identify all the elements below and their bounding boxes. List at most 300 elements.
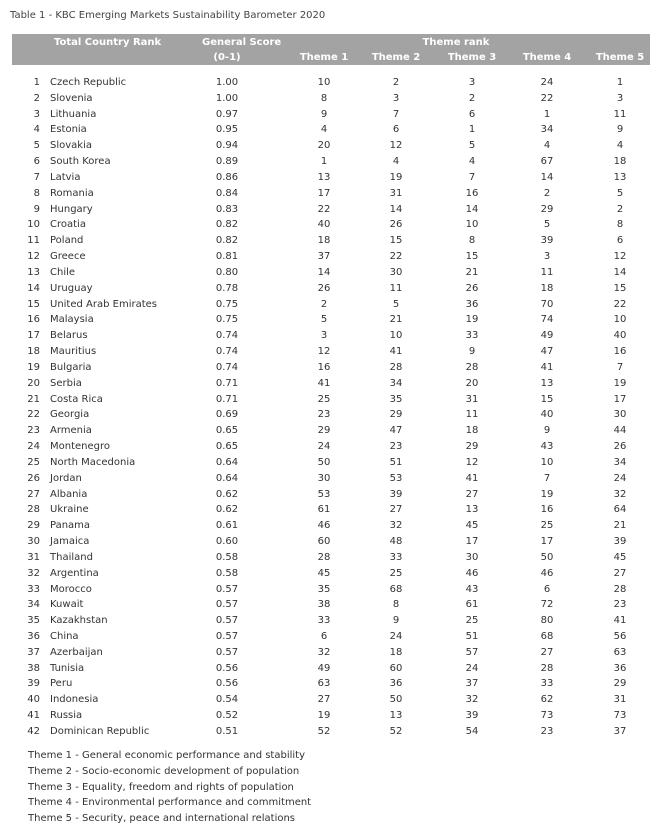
theme-5-cell: 56: [613, 630, 627, 642]
country-cell: Azerbaijan: [50, 646, 103, 658]
theme-2-cell: 39: [389, 488, 403, 500]
theme-1-cell: 27: [317, 694, 331, 706]
theme-3-cell: 11: [465, 409, 479, 421]
legend-item: Theme 3 - Equality, freedom and rights of population: [28, 781, 294, 793]
theme-3-cell: 46: [465, 567, 479, 579]
rank-cell: 10: [27, 219, 40, 231]
theme-2-cell: 27: [389, 504, 403, 516]
table-row: [12, 233, 650, 249]
theme-5-cell: 30: [613, 409, 627, 421]
header-theme-3: Theme 3: [447, 52, 497, 63]
theme-3-cell: 4: [468, 156, 476, 168]
theme-3-cell: 12: [465, 456, 479, 468]
rank-cell: 2: [33, 92, 40, 104]
country-cell: Peru: [50, 678, 73, 690]
rank-cell: 17: [27, 330, 40, 342]
general-score-cell: 0.52: [215, 710, 239, 722]
theme-1-cell: 22: [317, 203, 331, 215]
theme-3-cell: 25: [465, 615, 479, 627]
header-general-score: General Score: [202, 37, 282, 48]
theme-2-cell: 26: [389, 219, 403, 231]
theme-4-cell: 43: [540, 441, 554, 453]
general-score-cell: 0.75: [215, 298, 239, 310]
rank-cell: 35: [27, 615, 40, 627]
table-row: [12, 407, 650, 423]
general-score-cell: 0.61: [215, 520, 239, 532]
theme-1-cell: 24: [317, 441, 331, 453]
rank-cell: 12: [27, 251, 40, 263]
country-cell: Serbia: [50, 377, 82, 389]
table-row: [12, 597, 650, 613]
theme-1-cell: 30: [317, 472, 331, 484]
theme-1-cell: 28: [317, 551, 331, 563]
general-score-cell: 1.00: [215, 77, 239, 88]
theme-2-cell: 23: [389, 441, 403, 453]
country-cell: Panama: [50, 520, 91, 532]
theme-3-cell: 54: [465, 725, 479, 737]
theme-5-cell: 21: [613, 520, 627, 532]
general-score-cell: 0.84: [215, 187, 239, 199]
legend-item: Theme 5 - Security, peace and international relations: [28, 813, 296, 825]
legend-item: Theme 1 - General economic performance and stability: [28, 750, 306, 761]
table-row: [12, 629, 650, 645]
theme-4-cell: 27: [540, 646, 554, 658]
general-score-cell: 0.95: [215, 124, 239, 136]
table-row: [12, 297, 650, 313]
theme-2-cell: 52: [389, 725, 403, 737]
rank-cell: 21: [27, 393, 40, 405]
theme-2-cell: 15: [389, 235, 403, 247]
theme-4-cell: 62: [540, 694, 554, 706]
general-score-cell: 0.65: [215, 441, 239, 453]
header-theme-1: Theme 1: [299, 52, 349, 63]
country-cell: Jamaica: [50, 536, 90, 548]
theme-3-cell: 36: [465, 298, 479, 310]
theme-5-cell: 15: [613, 282, 627, 294]
theme-3-cell: 18: [465, 425, 479, 437]
general-score-cell: 0.89: [215, 156, 239, 168]
theme-5-cell: 8: [616, 219, 624, 231]
table-row: [12, 661, 650, 677]
table-caption: Table 1 - KBC Emerging Markets Sustainability Barometer 2020: [10, 10, 326, 21]
rank-cell: 9: [33, 203, 40, 215]
theme-1-cell: 17: [317, 187, 331, 199]
theme-1-cell: 8: [320, 92, 328, 104]
theme-4-cell: 7: [543, 472, 551, 484]
theme-3-cell: 20: [465, 377, 479, 389]
country-cell: Chile: [50, 266, 76, 278]
theme-2-cell: 35: [389, 393, 403, 405]
general-score-cell: 0.56: [215, 678, 239, 690]
theme-legend: [28, 748, 311, 827]
theme-4-cell: 13: [540, 377, 554, 389]
theme-4-cell: 80: [540, 615, 554, 627]
rank-cell: 3: [33, 108, 40, 120]
rank-cell: 22: [27, 409, 40, 421]
theme-3-cell: 13: [465, 504, 479, 516]
rank-cell: 41: [27, 710, 40, 722]
general-score-cell: 0.57: [215, 615, 239, 627]
theme-2-cell: 41: [389, 346, 403, 358]
general-score-cell: 0.83: [215, 203, 239, 215]
country-cell: Ukraine: [50, 504, 89, 516]
theme-4-cell: 34: [540, 124, 554, 136]
theme-4-cell: 67: [540, 156, 554, 168]
theme-3-cell: 2: [468, 92, 476, 104]
theme-4-cell: 1: [543, 108, 551, 120]
table-row: [12, 423, 650, 439]
general-score-cell: 0.62: [215, 504, 239, 516]
table-row: [12, 613, 650, 629]
table-row: [12, 344, 650, 360]
table-row: [12, 676, 650, 692]
theme-4-cell: 28: [540, 662, 554, 674]
theme-1-cell: 20: [317, 140, 331, 152]
theme-5-cell: 22: [613, 298, 627, 310]
theme-2-cell: 60: [389, 662, 403, 674]
country-cell: Dominican Republic: [50, 725, 150, 737]
theme-5-cell: 6: [616, 235, 624, 247]
theme-2-cell: 18: [389, 646, 403, 658]
theme-4-cell: 16: [540, 504, 554, 516]
rank-cell: 15: [27, 298, 40, 310]
theme-5-cell: 32: [613, 488, 627, 500]
theme-4-cell: 17: [540, 536, 554, 548]
theme-5-cell: 64: [613, 504, 627, 516]
rank-cell: 5: [33, 140, 40, 152]
theme-1-cell: 45: [317, 567, 331, 579]
theme-3-cell: 32: [465, 694, 479, 706]
theme-1-cell: 13: [317, 171, 331, 183]
theme-4-cell: 33: [540, 678, 554, 690]
theme-2-cell: 31: [389, 187, 403, 199]
theme-3-cell: 39: [465, 710, 479, 722]
theme-5-cell: 26: [613, 441, 627, 453]
table-row: [12, 708, 650, 724]
theme-3-cell: 29: [465, 441, 479, 453]
general-score-cell: 1.00: [215, 92, 239, 104]
theme-1-cell: 49: [317, 662, 331, 674]
theme-5-cell: 37: [613, 725, 627, 737]
theme-1-cell: 29: [317, 425, 331, 437]
table-row: [12, 107, 650, 123]
theme-5-cell: 63: [613, 646, 627, 658]
theme-5-cell: 2: [616, 203, 624, 215]
rank-cell: 40: [27, 694, 40, 706]
theme-5-cell: 13: [613, 171, 627, 183]
country-cell: Kazakhstan: [50, 615, 108, 627]
general-score-cell: 0.80: [215, 266, 239, 278]
country-cell: Georgia: [50, 409, 90, 421]
rank-cell: 16: [27, 314, 40, 326]
theme-3-cell: 37: [465, 678, 479, 690]
theme-3-cell: 8: [468, 235, 476, 247]
theme-5-cell: 11: [613, 108, 627, 120]
table-row: [12, 534, 650, 550]
rank-cell: 11: [27, 235, 40, 247]
country-cell: Poland: [50, 235, 84, 247]
theme-4-cell: 41: [540, 361, 554, 373]
rank-cell: 19: [27, 361, 40, 373]
table-row: [12, 202, 650, 218]
theme-2-cell: 10: [389, 330, 403, 342]
theme-5-cell: 17: [613, 393, 627, 405]
theme-4-cell: 11: [540, 266, 554, 278]
rank-cell: 18: [27, 346, 40, 358]
country-cell: Kuwait: [50, 599, 84, 611]
rank-cell: 27: [27, 488, 40, 500]
theme-1-cell: 6: [320, 630, 328, 642]
theme-1-cell: 46: [317, 520, 331, 532]
theme-3-cell: 7: [468, 171, 476, 183]
theme-1-cell: 10: [317, 77, 331, 88]
theme-4-cell: 70: [540, 298, 554, 310]
rank-cell: 36: [27, 630, 40, 642]
table-row: [12, 281, 650, 297]
rank-cell: 14: [27, 282, 40, 294]
theme-2-cell: 6: [392, 124, 400, 136]
theme-1-cell: 61: [317, 504, 331, 516]
theme-5-cell: 18: [613, 156, 627, 168]
theme-3-cell: 27: [465, 488, 479, 500]
country-cell: Latvia: [50, 171, 81, 183]
theme-2-cell: 4: [392, 156, 400, 168]
theme-5-cell: 24: [613, 472, 627, 484]
header-general-score-range: (0-1): [213, 52, 241, 63]
country-cell: Armenia: [50, 425, 92, 437]
general-score-cell: 0.74: [215, 330, 239, 342]
general-score-cell: 0.58: [215, 551, 239, 563]
theme-2-cell: 22: [389, 251, 403, 263]
theme-5-cell: 4: [616, 140, 624, 152]
country-cell: Tunisia: [50, 662, 85, 674]
table-row: [12, 170, 650, 186]
theme-2-cell: 50: [389, 694, 403, 706]
table-row: [12, 122, 650, 138]
country-cell: Mauritius: [50, 346, 97, 358]
theme-2-cell: 24: [389, 630, 403, 642]
rank-cell: 25: [27, 456, 40, 468]
table-row: [12, 75, 650, 91]
sustainability-table: [12, 34, 650, 740]
rank-cell: 20: [27, 377, 40, 389]
theme-5-cell: 10: [613, 314, 627, 326]
theme-4-cell: 5: [543, 219, 551, 231]
theme-5-cell: 40: [613, 330, 627, 342]
theme-1-cell: 35: [317, 583, 331, 595]
theme-5-cell: 73: [613, 710, 627, 722]
general-score-cell: 0.94: [215, 140, 239, 152]
country-cell: Uruguay: [50, 282, 93, 294]
theme-2-cell: 5: [392, 298, 400, 310]
rank-cell: 13: [27, 266, 40, 278]
theme-3-cell: 1: [468, 124, 476, 136]
theme-1-cell: 32: [317, 646, 331, 658]
general-score-cell: 0.65: [215, 425, 239, 437]
theme-1-cell: 53: [317, 488, 331, 500]
country-cell: Montenegro: [50, 441, 111, 453]
country-cell: Croatia: [50, 219, 86, 231]
theme-4-cell: 19: [540, 488, 554, 500]
table-row: [12, 217, 650, 233]
theme-2-cell: 14: [389, 203, 403, 215]
header-theme-5: Theme 5: [595, 52, 645, 63]
rank-cell: 6: [33, 156, 40, 168]
country-cell: China: [50, 630, 79, 642]
theme-3-cell: 61: [465, 599, 479, 611]
theme-2-cell: 53: [389, 472, 403, 484]
theme-5-cell: 27: [613, 567, 627, 579]
theme-1-cell: 41: [317, 377, 331, 389]
theme-3-cell: 33: [465, 330, 479, 342]
table-row: [12, 692, 650, 708]
theme-2-cell: 8: [392, 599, 400, 611]
theme-1-cell: 50: [317, 456, 331, 468]
rank-cell: 24: [27, 441, 40, 453]
country-cell: United Arab Emirates: [50, 298, 158, 310]
theme-5-cell: 19: [613, 377, 627, 389]
theme-5-cell: 3: [616, 92, 624, 104]
theme-4-cell: 39: [540, 235, 554, 247]
theme-2-cell: 30: [389, 266, 403, 278]
rank-cell: 23: [27, 425, 40, 437]
theme-1-cell: 2: [320, 298, 328, 310]
theme-1-cell: 14: [317, 266, 331, 278]
general-score-cell: 0.74: [215, 361, 239, 373]
theme-1-cell: 52: [317, 725, 331, 737]
header-total-country-rank: Total Country Rank: [54, 37, 162, 48]
header-theme-4: Theme 4: [522, 52, 572, 63]
theme-5-cell: 31: [613, 694, 627, 706]
table-row: [12, 360, 650, 376]
theme-3-cell: 21: [465, 266, 479, 278]
theme-5-cell: 34: [613, 456, 627, 468]
general-score-cell: 0.74: [215, 346, 239, 358]
theme-3-cell: 31: [465, 393, 479, 405]
general-score-cell: 0.69: [215, 409, 239, 421]
theme-1-cell: 18: [317, 235, 331, 247]
theme-5-cell: 14: [613, 266, 627, 278]
theme-4-cell: 10: [540, 456, 554, 468]
theme-2-cell: 29: [389, 409, 403, 421]
theme-1-cell: 5: [320, 314, 328, 326]
country-cell: Czech Republic: [50, 77, 127, 88]
theme-1-cell: 40: [317, 219, 331, 231]
general-score-cell: 0.82: [215, 219, 239, 231]
table-row: [12, 487, 650, 503]
table-row: [12, 455, 650, 471]
theme-4-cell: 68: [540, 630, 554, 642]
header-theme-2: Theme 2: [371, 52, 421, 63]
theme-1-cell: 3: [320, 330, 328, 342]
general-score-cell: 0.97: [215, 108, 239, 120]
theme-4-cell: 18: [540, 282, 554, 294]
theme-1-cell: 38: [317, 599, 331, 611]
theme-2-cell: 3: [392, 92, 400, 104]
theme-4-cell: 22: [540, 92, 554, 104]
theme-2-cell: 13: [389, 710, 403, 722]
country-cell: Indonesia: [50, 694, 99, 706]
theme-5-cell: 28: [613, 583, 627, 595]
country-cell: Thailand: [50, 551, 93, 563]
theme-3-cell: 15: [465, 251, 479, 263]
theme-1-cell: 1: [320, 156, 328, 168]
rank-cell: 42: [27, 725, 40, 737]
rank-cell: 32: [27, 567, 40, 579]
table-row: [12, 312, 650, 328]
table-body: [12, 75, 650, 740]
theme-2-cell: 28: [389, 361, 403, 373]
theme-2-cell: 7: [392, 108, 400, 120]
theme-5-cell: 16: [613, 346, 627, 358]
theme-5-cell: 44: [613, 425, 627, 437]
general-score-cell: 0.71: [215, 377, 239, 389]
theme-5-cell: 1: [616, 77, 624, 88]
general-score-cell: 0.64: [215, 472, 239, 484]
theme-1-cell: 19: [317, 710, 331, 722]
rank-cell: 34: [27, 599, 40, 611]
theme-2-cell: 33: [389, 551, 403, 563]
theme-4-cell: 15: [540, 393, 554, 405]
theme-3-cell: 30: [465, 551, 479, 563]
theme-1-cell: 12: [317, 346, 331, 358]
theme-4-cell: 9: [543, 425, 551, 437]
rank-cell: 37: [27, 646, 40, 658]
theme-5-cell: 36: [613, 662, 627, 674]
theme-3-cell: 51: [465, 630, 479, 642]
rank-cell: 8: [33, 187, 40, 199]
theme-2-cell: 48: [389, 536, 403, 548]
country-cell: Jordan: [50, 472, 82, 484]
theme-4-cell: 29: [540, 203, 554, 215]
table-row: [12, 265, 650, 281]
theme-3-cell: 24: [465, 662, 479, 674]
theme-2-cell: 19: [389, 171, 403, 183]
country-cell: Romania: [50, 187, 94, 199]
theme-3-cell: 43: [465, 583, 479, 595]
theme-3-cell: 28: [465, 361, 479, 373]
country-cell: Slovakia: [50, 140, 92, 152]
theme-3-cell: 10: [465, 219, 479, 231]
theme-2-cell: 21: [389, 314, 403, 326]
theme-3-cell: 3: [468, 77, 476, 88]
general-score-cell: 0.57: [215, 583, 239, 595]
rank-cell: 7: [33, 171, 40, 183]
theme-3-cell: 9: [468, 346, 476, 358]
general-score-cell: 0.64: [215, 456, 239, 468]
theme-4-cell: 3: [543, 251, 551, 263]
legend-item: Theme 4 - Environmental performance and commitment: [28, 797, 312, 809]
table-row: [12, 502, 650, 518]
theme-4-cell: 49: [540, 330, 554, 342]
theme-5-cell: 12: [613, 251, 627, 263]
theme-2-cell: 34: [389, 377, 403, 389]
rank-cell: 33: [27, 583, 40, 595]
theme-3-cell: 6: [468, 108, 476, 120]
theme-2-cell: 9: [392, 615, 400, 627]
country-cell: Albania: [50, 488, 88, 500]
theme-3-cell: 26: [465, 282, 479, 294]
theme-1-cell: 63: [317, 678, 331, 690]
country-cell: Morocco: [50, 583, 92, 595]
theme-1-cell: 16: [317, 361, 331, 373]
general-score-cell: 0.81: [215, 251, 239, 263]
theme-2-cell: 12: [389, 140, 403, 152]
country-cell: Slovenia: [50, 92, 93, 104]
theme-3-cell: 19: [465, 314, 479, 326]
country-cell: Malaysia: [50, 314, 94, 326]
table-header: [12, 34, 650, 65]
